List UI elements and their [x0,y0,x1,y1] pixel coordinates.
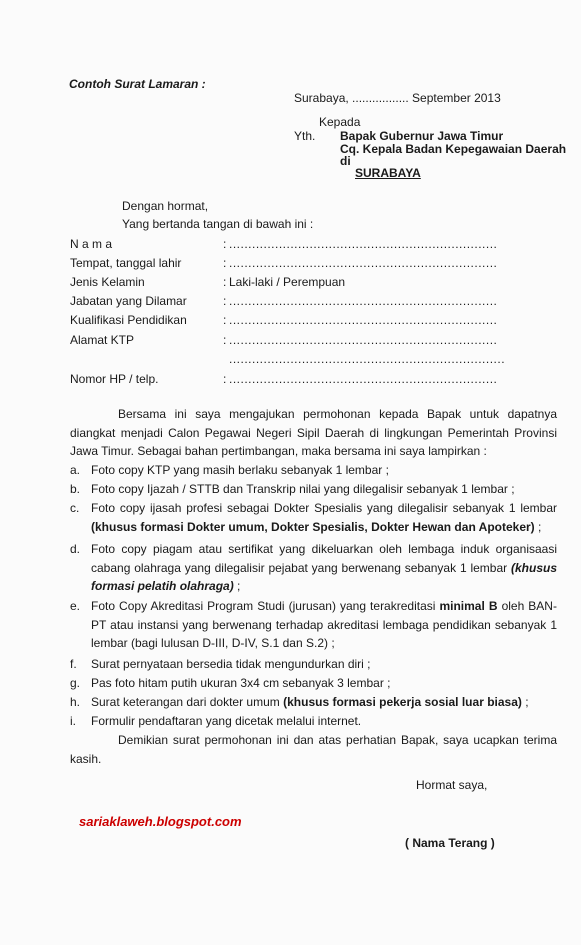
list-text: Pas foto hitam putih ukuran 3x4 cm sebanyak 3 lembar ; [91,676,391,690]
field-label: N a m a [70,237,113,251]
field-row-alamat [70,333,550,347]
field-row-jabatan [70,294,550,308]
list-text-bold: minimal B [439,599,498,613]
intro-line: Yang bertanda tangan di bawah ini : [122,217,314,231]
field-row-nama [70,237,550,251]
field-separator: : [223,294,227,308]
field-value: Laki-laki / Perempuan [229,275,346,289]
closing-paragraph [70,731,557,768]
body-paragraph [70,405,557,461]
signature-regards: Hormat saya, [416,778,488,792]
field-separator: : [223,256,227,270]
field-label: Jenis Kelamin [70,275,145,289]
field-row-jenis-kelamin [70,275,550,289]
list-marker: g. [70,676,81,690]
field-value: ........................................................................ [229,352,506,366]
list-text-tail: ; [534,519,542,534]
field-row-alamat-continued [70,352,550,366]
body-paragraph-first: Bersama ini saya mengajukan permohonan kepada Bapak untuk dapatnya diangkat [70,407,557,440]
field-separator: : [223,275,227,289]
place-date: Surabaya, ................. September 2013 [294,91,501,105]
addressee-line2: Cq. Kepala Badan Kepegawaian Daerah [340,142,567,156]
field-separator: : [223,333,227,347]
field-separator: : [223,237,227,251]
greeting: Dengan hormat, [122,199,209,213]
list-text [91,597,557,653]
list-marker: f. [70,657,77,671]
list-marker: h. [70,695,81,709]
list-marker: e. [70,599,81,613]
list-marker: i. [70,714,76,728]
field-value: ...................................................................... [229,256,498,270]
list-text-tail: ; [521,695,529,709]
list-text-plain: Foto copy ijasah profesi sebagai Dokter Spesialis yang dilegalisir sebanyak 1 lembar [91,501,557,515]
document-heading: Contoh Surat Lamaran : [69,77,206,91]
field-label: Jabatan yang Dilamar [70,294,187,308]
field-separator: : [223,372,227,386]
field-value: ...................................................................... [229,372,498,386]
field-label: Alamat KTP [70,333,135,347]
field-row-nomor-hp [70,372,550,386]
field-row-tempat-tanggal-lahir [70,256,550,270]
field-value: ...................................................................... [229,294,498,308]
list-marker: d. [70,542,81,556]
addressee-line3: di [340,154,351,168]
list-text: Foto copy Ijazah / STTB dan Transkrip nilai yang dilegalisir sebanyak 1 lembar ; [91,482,515,496]
list-text-plain: Surat keterangan dari dokter umum [91,695,280,709]
list-marker: b. [70,482,81,496]
list-text-tail: ; [233,579,241,593]
list-text [91,693,557,712]
blog-watermark: sariaklaweh.blogspot.com [79,814,242,829]
field-label: Nomor HP / telp. [70,372,159,386]
signature-name: ( Nama Terang ) [405,836,495,850]
list-marker: a. [70,463,81,477]
list-text: Foto copy KTP yang masih berlaku sebanyak 1 lembar ; [91,463,389,477]
list-text [91,540,557,596]
field-value: ...................................................................... [229,313,498,327]
addressee-city: SURABAYA [355,166,421,180]
field-label: Tempat, tanggal lahir [70,256,182,270]
field-value: ...................................................................... [229,333,498,347]
field-label: Kualifikasi Pendidikan [70,313,187,327]
list-text-bold: (khusus formasi Dokter umum, Dokter Spesialis, Dokter Hewan dan Apoteker) [91,519,535,534]
list-text-bold: (khusus formasi pekerja sosial luar biasa) [283,695,522,709]
list-text-bold: (khusus formasi pelatih olahraga) [91,560,557,593]
addressee-yth: Yth. [294,129,316,143]
list-text-plain-2: oleh BAN-PT atau instansi yang berwenang terhadap akreditasi lembaga pendidikan sebanyak 1 lembar (bagi lulusan D-III, D-IV, S.1 dan S.2) ; [91,599,557,650]
addressee-kepada: Kepada [319,115,361,129]
body-paragraph-rest: menjadi Calon Pegawai Negeri Sipil Daerah di lingkungan Pemerintah Provinsi Jawa Timur. Sebagai bahan pertimbangan, maka bersama ini saya lampirkan : [70,425,557,458]
addressee-line1: Bapak Gubernur Jawa Timur [340,129,504,143]
list-text [91,499,557,536]
field-separator: : [223,313,227,327]
list-text: Surat pernyataan bersedia tidak mengundurkan diri ; [91,657,371,671]
closing-first: Demikian surat permohonan ini dan atas perhatian Bapak, saya ucapkan terima [118,733,557,747]
field-value: ...................................................................... [229,237,498,251]
list-text-plain: Foto copy piagam atau sertifikat yang dikeluarkan oleh lembaga induk organisaasi cabang olahraga yang dilegalisir pejabat yang berwenang sebanyak 1 lembar [91,542,557,575]
field-row-kualifikasi [70,313,550,327]
list-marker: c. [70,501,80,515]
list-text: Formulir pendaftaran yang dicetak melalui internet. [91,714,362,728]
list-text-plain: Foto Copy Akreditasi Program Studi (jurusan) yang terakreditasi [91,599,436,613]
closing-rest: kasih. [70,751,102,766]
